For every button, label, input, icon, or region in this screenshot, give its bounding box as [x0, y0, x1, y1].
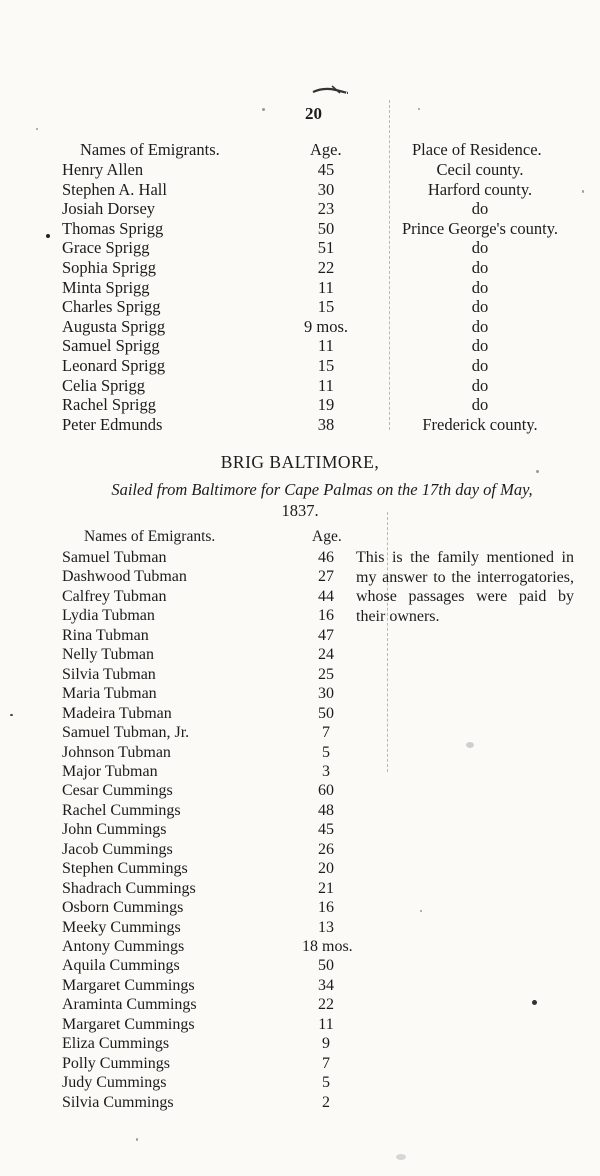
cell-name: Dashwood Tubman [62, 568, 187, 586]
cell-residence: Frederick county. [422, 414, 538, 434]
cell-name: Stephen Cummings [62, 860, 188, 878]
table-row [0, 1015, 600, 1035]
cell-age: 7 [322, 724, 330, 742]
table-row [0, 937, 600, 957]
cell-name: Thomas Sprigg [62, 218, 164, 238]
cell-age: 25 [318, 665, 334, 683]
cell-age: 5 [322, 1074, 330, 1092]
cell-name: Nelly Tubman [62, 646, 155, 664]
table-row [0, 180, 600, 200]
cell-age: 27 [318, 568, 334, 586]
table-row [0, 278, 600, 298]
table-row [0, 665, 600, 685]
cell-age: 50 [318, 957, 334, 975]
cell-name: Antony Cummings [62, 938, 185, 955]
cell-age: 30 [318, 685, 334, 703]
cell-residence: do [471, 199, 489, 219]
header-age: Age. [312, 528, 342, 545]
cell-name: Madeira Tubman [62, 704, 172, 722]
cell-name: Polly Cummings [62, 1054, 171, 1072]
cell-name: Henry Allen [62, 160, 144, 179]
table-row [0, 820, 600, 840]
cell-name: Josiah Dorsey [62, 199, 156, 219]
table-row [0, 548, 600, 568]
cell-name: Sophia Sprigg [62, 258, 156, 277]
family-note: This is the family mentioned in my answer to the interrogatories, whose passages were paid by their owners. [356, 549, 574, 625]
cell-name: Minta Sprigg [62, 277, 150, 297]
section-title: BRIG BALTIMORE, [220, 452, 380, 472]
table-row [0, 918, 600, 938]
cell-name: Augusta Sprigg [62, 316, 166, 336]
cell-residence: do [471, 277, 489, 297]
cell-age: 50 [318, 704, 334, 722]
table-row [0, 219, 600, 239]
cell-residence: do [471, 316, 489, 336]
cell-age: 34 [318, 976, 334, 994]
table-row [0, 1093, 600, 1113]
cell-name: Shadrach Cummings [62, 879, 196, 897]
table-row [0, 898, 600, 918]
cell-name: Calfrey Tubman [62, 587, 167, 605]
cell-age: 11 [318, 375, 334, 395]
cell-age: 16 [318, 607, 334, 625]
cell-name: Stephen A. Hall [62, 179, 167, 199]
cell-residence: do [471, 395, 489, 415]
table-row [0, 1034, 600, 1054]
cell-age: 24 [318, 646, 334, 664]
table-row [0, 801, 600, 821]
cell-name: Peter Edmunds [62, 414, 163, 434]
cell-residence: do [471, 375, 489, 395]
cell-age: 15 [317, 356, 335, 375]
table-row [0, 723, 600, 743]
cell-age: 51 [317, 238, 335, 258]
cell-name: Major Tubman [62, 762, 158, 780]
table-row [0, 1054, 600, 1074]
cell-name: Maria Tubman [62, 685, 157, 703]
cell-age: 22 [318, 996, 334, 1014]
cell-age: 7 [322, 1054, 330, 1072]
cell-age: 48 [318, 801, 334, 819]
table-row [0, 956, 600, 976]
cell-name: Meeky Cummings [62, 918, 181, 936]
table-row [0, 258, 600, 278]
table-row [0, 199, 600, 219]
cell-age: 50 [317, 218, 335, 238]
cell-age: 16 [318, 899, 334, 917]
cell-age: 18 mos. [302, 938, 353, 955]
cell-residence: Prince George's county. [401, 218, 559, 238]
header-names: Names of Emigrants. [84, 528, 216, 545]
cell-name: Aquila Cummings [62, 957, 180, 975]
cell-age: 30 [317, 179, 335, 199]
cell-name: Rachel Cummings [62, 801, 181, 819]
table-row [0, 606, 600, 626]
cell-age: 11 [318, 277, 334, 297]
cell-residence: do [471, 258, 489, 277]
cell-age: 19 [317, 395, 335, 415]
cell-name: Celia Sprigg [62, 375, 145, 395]
cell-age: 45 [318, 821, 334, 839]
cell-age: 9 mos. [303, 316, 348, 336]
cell-age: 11 [318, 336, 334, 356]
cell-age: 46 [318, 549, 334, 566]
table-row [0, 356, 600, 376]
cell-age: 21 [318, 879, 334, 897]
cell-name: Samuel Sprigg [62, 336, 160, 356]
cell-name: Leonard Sprigg [62, 356, 166, 375]
cell-name: Johnson Tubman [62, 743, 171, 761]
header-residence: Place of Residence. [412, 140, 542, 159]
cell-age: 15 [317, 297, 335, 317]
table-row [0, 781, 600, 801]
cell-age: 9 [322, 1035, 330, 1053]
cell-name: Eliza Cummings [62, 1035, 170, 1053]
cell-residence: do [471, 356, 489, 375]
cell-name: Lydia Tubman [62, 607, 155, 625]
cell-name: Margaret Cummings [62, 976, 195, 994]
page-number: 20 [305, 104, 322, 123]
cell-name: John Cummings [62, 821, 167, 839]
cell-age: 60 [318, 782, 334, 800]
cell-age: 2 [322, 1093, 330, 1111]
table-row [0, 743, 600, 763]
cell-name: Silvia Tubman [62, 665, 156, 683]
cell-name: Araminta Cummings [62, 996, 197, 1014]
cell-name: Grace Sprigg [62, 238, 150, 258]
cell-name: Silvia Cummings [62, 1093, 174, 1111]
table-row [0, 395, 600, 415]
cell-residence: do [471, 238, 489, 258]
cell-age: 44 [318, 587, 334, 605]
cell-name: Rina Tubman [62, 626, 149, 644]
cell-age: 38 [317, 414, 335, 434]
cell-name: Charles Sprigg [62, 297, 161, 317]
table-row [0, 976, 600, 996]
table-row [0, 297, 600, 317]
table-row [0, 317, 600, 337]
cell-age: 47 [318, 626, 334, 644]
header-names: Names of Emigrants. [80, 140, 220, 159]
cell-name: Cesar Cummings [62, 782, 173, 800]
cell-name: Jacob Cummings [62, 840, 173, 858]
cell-age: 11 [318, 1015, 334, 1033]
section-year: 1837. [281, 501, 319, 520]
cell-age: 3 [322, 762, 330, 780]
table-row [0, 567, 600, 587]
cell-age: 45 [317, 160, 335, 179]
cell-name: Rachel Sprigg [62, 395, 156, 415]
header-age: Age. [310, 140, 342, 159]
table-row [0, 336, 600, 356]
cell-age: 23 [317, 199, 335, 219]
table-row [0, 587, 600, 607]
table-row [0, 238, 600, 258]
table-row [0, 762, 600, 782]
table-row [0, 995, 600, 1015]
cell-age: 13 [318, 918, 334, 936]
cell-residence: Harford county. [427, 179, 533, 199]
ornament-dash [312, 84, 348, 96]
cell-age: 20 [318, 860, 334, 878]
section-subtitle: Sailed from Baltimore for Cape Palmas on the 17th day of May, [111, 480, 533, 499]
cell-residence: do [471, 336, 489, 356]
table-row [0, 415, 600, 435]
cell-age: 5 [322, 743, 330, 761]
table-row [0, 704, 600, 724]
table-row [0, 859, 600, 879]
cell-name: Samuel Tubman [62, 549, 167, 566]
table-row [0, 684, 600, 704]
table-row [0, 160, 600, 180]
cell-age: 22 [317, 258, 335, 277]
cell-residence: do [471, 297, 489, 317]
cell-residence: Cecil county. [436, 160, 524, 179]
table-row [0, 645, 600, 665]
cell-name: Samuel Tubman, Jr. [62, 724, 190, 742]
table-row [0, 879, 600, 899]
cell-name: Judy Cummings [62, 1074, 167, 1092]
table-row [0, 840, 600, 860]
cell-name: Osborn Cummings [62, 899, 184, 917]
table-row [0, 1073, 600, 1093]
table-row [0, 626, 600, 646]
table-row [0, 376, 600, 396]
cell-age: 26 [318, 840, 334, 858]
cell-name: Margaret Cummings [62, 1015, 195, 1033]
